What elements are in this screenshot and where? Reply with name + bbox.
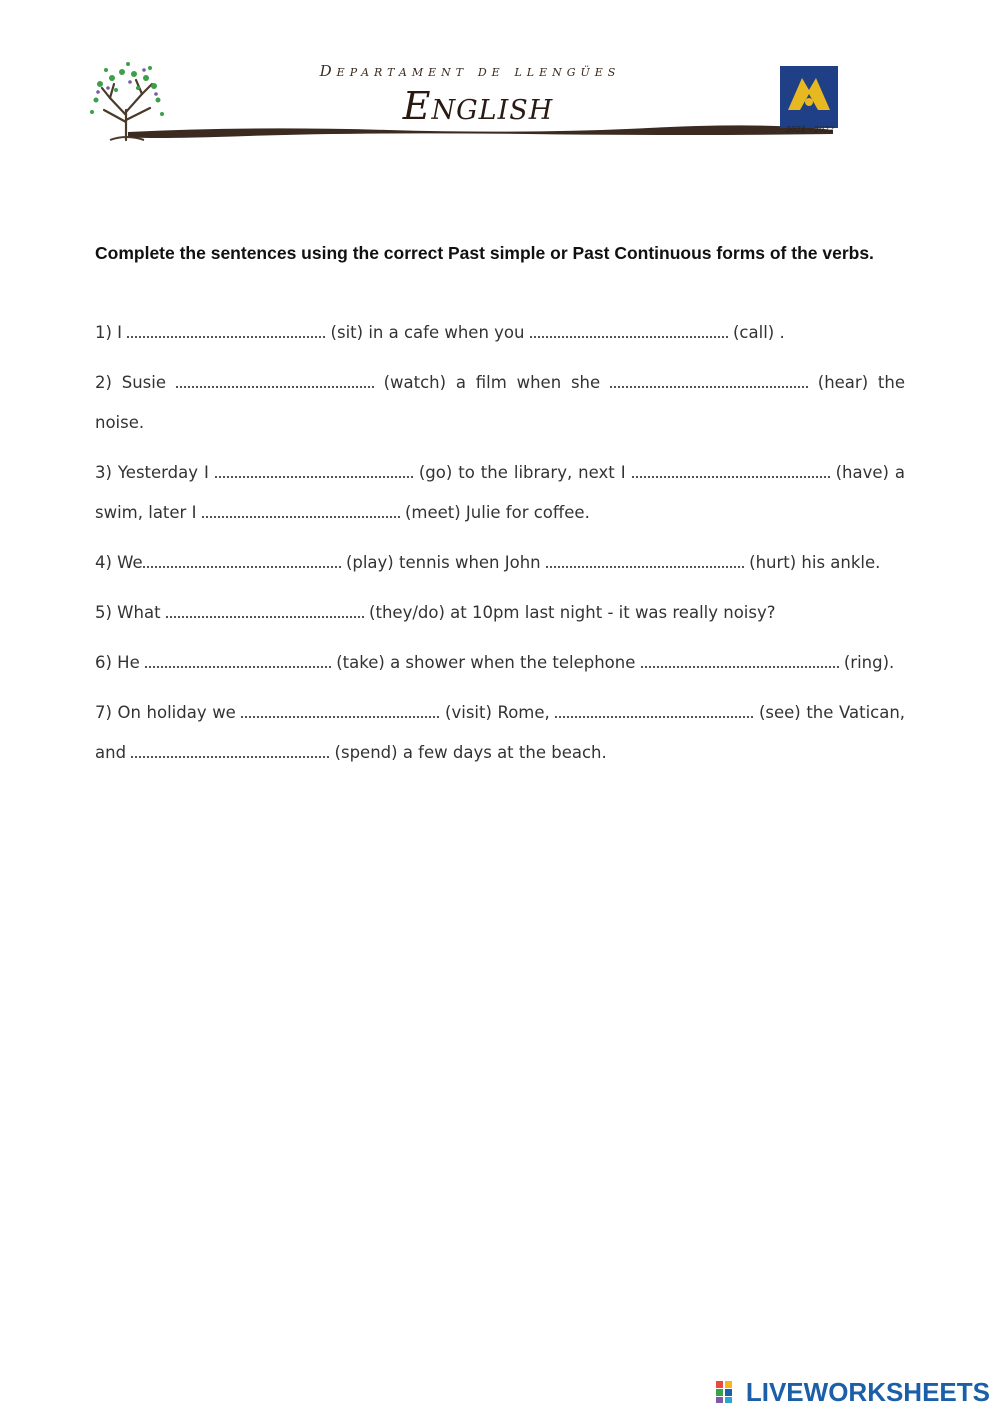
- answer-blank[interactable]: [530, 318, 728, 338]
- answer-blank[interactable]: [143, 548, 341, 568]
- liveworksheets-logo-icon: [716, 1381, 742, 1403]
- exercise-text: (they/do) at 10pm last night - it was really noisy?: [369, 603, 776, 622]
- exercise-text: (see) the Vatican,: [758, 703, 905, 722]
- answer-blank[interactable]: [546, 548, 744, 568]
- answer-blank[interactable]: [241, 698, 439, 718]
- answer-blank[interactable]: [176, 368, 374, 388]
- exercise-text: 5) What: [95, 603, 161, 622]
- answer-blank[interactable]: [632, 458, 830, 478]
- exercise-text: (meet) Julie for coffee.: [404, 503, 590, 522]
- exercise-text: 4) We: [95, 553, 143, 572]
- exercise-text: 2) Susie: [95, 373, 166, 392]
- exercise-3: [95, 458, 905, 498]
- exercise-7-continued: [95, 738, 905, 778]
- exercise-text: (ring).: [843, 653, 895, 672]
- school-logo-emblem: [780, 66, 838, 128]
- instruction-text: Complete the sentences using the correct Past simple or Past Continuous forms of the verbs.: [95, 243, 874, 263]
- exercise-2-continued: [95, 408, 905, 448]
- worksheet-header: [88, 60, 840, 144]
- answer-blank[interactable]: [641, 648, 839, 668]
- exercise-text: (watch) a film when she: [383, 373, 601, 392]
- exercise-text: swim, later I: [95, 503, 197, 522]
- brush-underline: [128, 122, 833, 138]
- liveworksheets-footer: [716, 1376, 990, 1407]
- exercise-text: (take) a shower when the telephone: [336, 653, 636, 672]
- answer-blank[interactable]: [202, 498, 400, 518]
- school-logo: [780, 66, 838, 128]
- exercise-text: noise.: [95, 413, 145, 432]
- liveworksheets-brand: LIVEWORKSHEETS: [745, 1376, 990, 1407]
- exercise-3-continued: [95, 498, 905, 538]
- exercise-4: [95, 548, 905, 588]
- exercise-text: (spend) a few days at the beach.: [334, 743, 607, 762]
- answer-blank[interactable]: [145, 648, 331, 668]
- exercise-text: (go) to the library, next I: [418, 463, 626, 482]
- exercise-text: 1) I: [95, 323, 123, 342]
- answer-blank[interactable]: [610, 368, 808, 388]
- exercise-text: 3) Yesterday I: [95, 463, 209, 482]
- exercise-text: (play) tennis when John: [345, 553, 541, 572]
- exercise-2: [95, 368, 905, 408]
- exercise-text: 7) On holiday we: [95, 703, 236, 722]
- school-year: 2021 - 2022: [785, 125, 835, 134]
- answer-blank[interactable]: [215, 458, 413, 478]
- subject-title: English: [402, 84, 554, 128]
- answer-blank[interactable]: [131, 738, 329, 758]
- exercise-1: [95, 318, 905, 358]
- answer-blank[interactable]: [166, 598, 364, 618]
- exercise-7: [95, 698, 905, 738]
- exercise-text: (have) a: [835, 463, 905, 482]
- exercise-text: (sit) in a cafe when you: [330, 323, 525, 342]
- exercise-text: and: [95, 743, 127, 762]
- exercise-text: (call) .: [732, 323, 785, 342]
- exercise-list: [95, 318, 905, 778]
- answer-blank[interactable]: [127, 318, 325, 338]
- department-title: Departament de llengües: [319, 62, 621, 80]
- exercise-text: (hear) the: [817, 373, 905, 392]
- exercise-text: (visit) Rome,: [445, 703, 550, 722]
- answer-blank[interactable]: [555, 698, 753, 718]
- exercise-text: (hurt) his ankle.: [749, 553, 881, 572]
- exercise-5: [95, 598, 905, 638]
- exercise-6: [95, 648, 905, 688]
- exercise-text: 6) He: [95, 653, 140, 672]
